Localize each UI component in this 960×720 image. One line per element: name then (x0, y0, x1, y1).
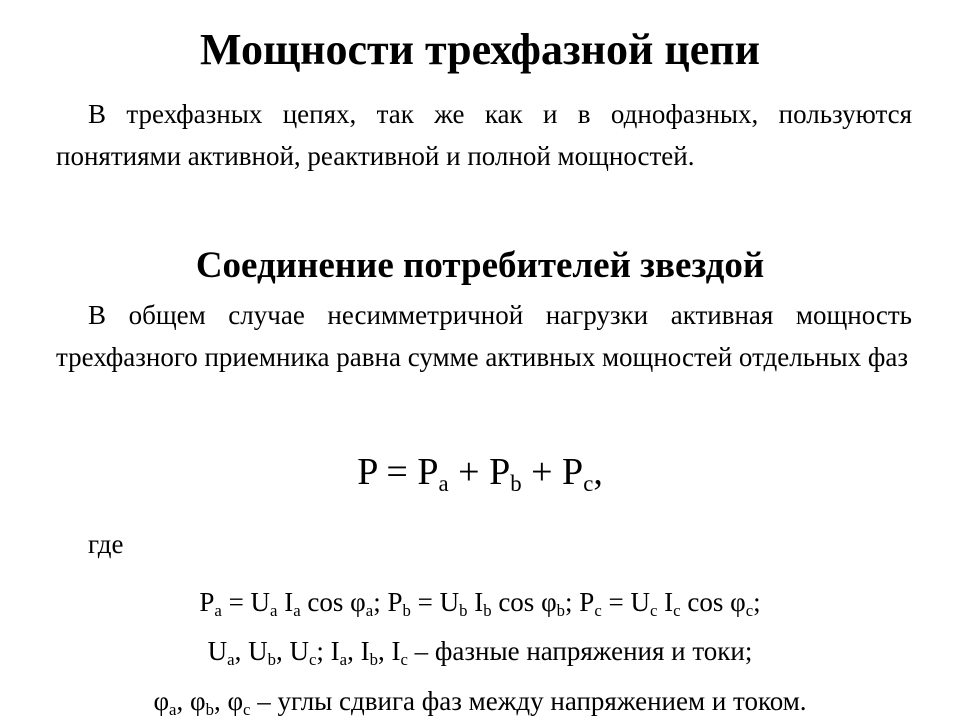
formula-text: , (593, 451, 603, 493)
formula-text: – углы сдвига фаз между напряжением и током. (250, 686, 807, 716)
formula-text: I (467, 587, 484, 617)
formula-subscript: b (459, 601, 468, 621)
formula-text: = U (221, 587, 271, 617)
formula-subscript: b (205, 700, 214, 720)
formula-text: U (207, 636, 228, 666)
formula-text: , U (234, 636, 268, 666)
star-connection-paragraph: В общем случае несимметричной нагрузки активная мощность трехфазного приемника равна сумме активных мощностей отдельных фаз (56, 300, 912, 372)
formula-subscript: c (673, 601, 681, 621)
intro-paragraph: В трехфазных цепях, так же как и в однофазных, пользуются понятиями активной, реактивной и полной мощностей. (56, 99, 912, 171)
formula-text: cos φ (491, 587, 557, 617)
formula-text: = U (601, 587, 650, 617)
formula-text: P (562, 451, 584, 493)
formula-text: ; P (373, 587, 403, 617)
phase-angles-definition (0, 683, 960, 719)
formula-text: , I (347, 636, 370, 666)
formula-subscript: b (556, 601, 566, 621)
formula-text: , I (377, 636, 401, 666)
formula-text: – фазные напряжения и токи; (407, 636, 753, 666)
formula-text: + (521, 451, 563, 493)
formula-subscript: a (270, 601, 278, 621)
formula-subscript: c (745, 601, 754, 621)
phase-power-formulas (0, 584, 960, 620)
where-label: где (88, 529, 124, 559)
formula-text: P (489, 451, 511, 493)
formula-text: ; P (565, 587, 595, 617)
formula-text: cos φ (680, 587, 746, 617)
formula-subscript: c (583, 470, 594, 496)
formula-subscript: c (400, 650, 408, 670)
formula-subscript: a (169, 700, 177, 720)
formula-subscript: c (243, 700, 251, 720)
formula-subscript: b (369, 650, 378, 670)
formula-subscript: b (510, 470, 522, 496)
formula-subscript: c (649, 601, 658, 621)
formula-text: , φ (213, 686, 244, 716)
formula-subscript: c (308, 650, 317, 670)
formula-text: P (357, 451, 377, 493)
formula-subscript: a (365, 601, 374, 621)
formula-text: = (376, 451, 418, 493)
formula-subscript: b (483, 601, 492, 621)
formula-text: ; I (316, 636, 340, 666)
total-power-formula (0, 447, 960, 497)
formula-subscript: a (214, 601, 222, 621)
phase-voltages-currents-definition (0, 633, 960, 669)
formula-text: cos φ (300, 587, 366, 617)
formula-text: P (199, 587, 215, 617)
formula-text: , φ (176, 686, 206, 716)
formula-subscript: a (293, 601, 301, 621)
formula-subscript: b (402, 601, 411, 621)
formula-text: I (277, 587, 294, 617)
formula-text: P (417, 451, 439, 493)
slide-title: Мощности трехфазной цепи (200, 25, 760, 74)
section-heading: Соединение потребителей звездой (195, 245, 765, 286)
formula-subscript: c (594, 601, 602, 621)
formula-text: , U (275, 636, 309, 666)
formula-text: = U (410, 587, 460, 617)
formula-text: φ (153, 686, 170, 716)
formula-text: + (448, 451, 490, 493)
formula-subscript: a (339, 650, 348, 670)
formula-subscript: b (267, 650, 276, 670)
formula-text: ; (753, 587, 761, 617)
formula-text: I (657, 587, 674, 617)
formula-subscript: a (227, 650, 235, 670)
formula-subscript: a (438, 470, 449, 496)
